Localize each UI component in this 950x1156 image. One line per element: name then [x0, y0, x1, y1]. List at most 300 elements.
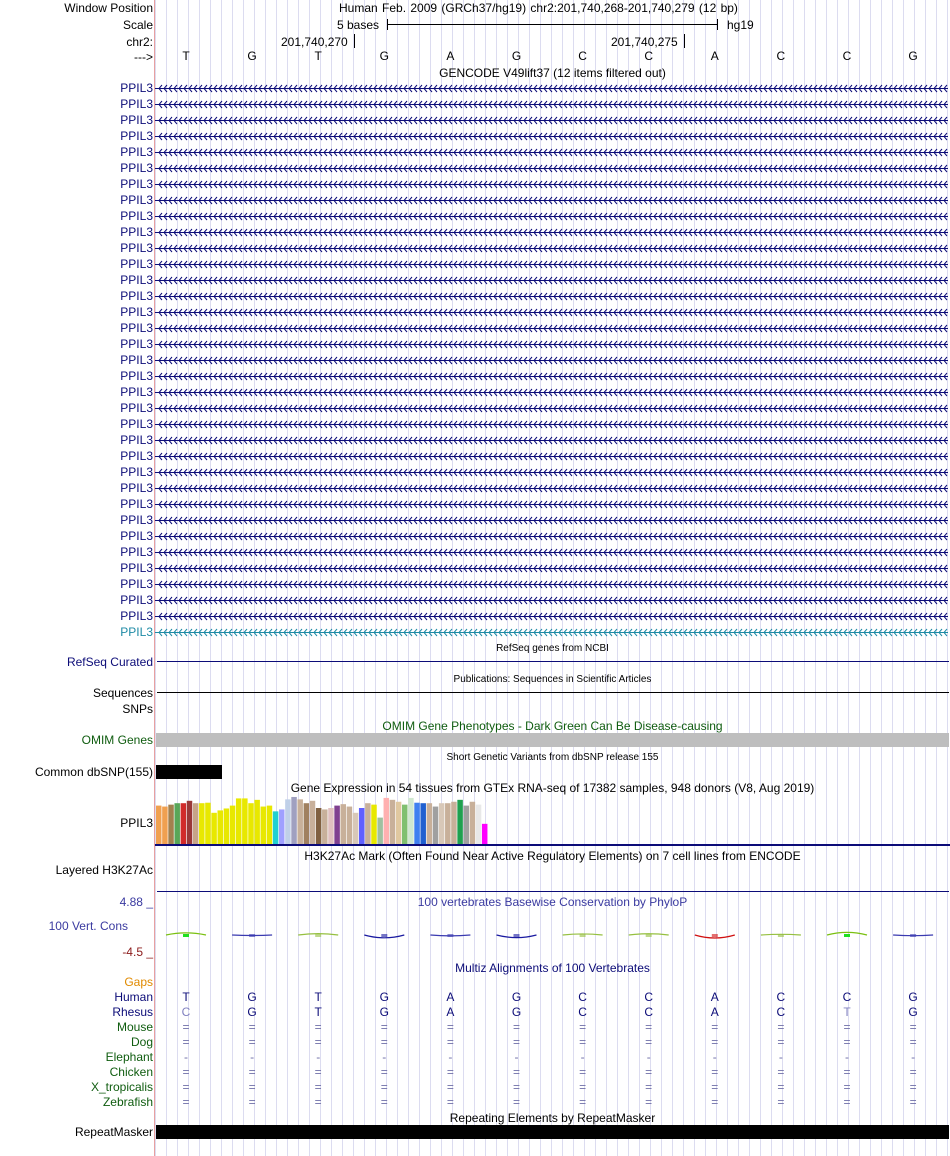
gtex-tissue-bar[interactable]: [261, 807, 267, 844]
gencode-gene-label[interactable]: PPIL3: [120, 337, 153, 351]
gtex-tissue-bar[interactable]: [193, 803, 199, 844]
publications-track-label[interactable]: Sequences: [92, 686, 153, 700]
refseq-track-label[interactable]: RefSeq Curated: [66, 655, 153, 669]
gtex-tissue-bar[interactable]: [205, 803, 211, 844]
repeatmasker-track-label[interactable]: RepeatMasker: [74, 1125, 153, 1139]
multiz-base: -: [514, 1050, 519, 1064]
phylop-score-tick: [778, 934, 784, 937]
gencode-gene-label[interactable]: PPIL3: [120, 417, 153, 431]
gencode-gene-label[interactable]: PPIL3: [120, 481, 153, 495]
multiz-base: =: [579, 1020, 587, 1034]
multiz-base: =: [909, 1065, 917, 1079]
multiz-base: G: [379, 1005, 389, 1019]
gencode-gene-label[interactable]: PPIL3: [120, 321, 153, 335]
multiz-base: =: [380, 1080, 388, 1094]
multiz-species-label[interactable]: Rhesus: [112, 1005, 153, 1019]
multiz-base: -: [382, 1050, 387, 1064]
multiz-base: =: [182, 1065, 190, 1079]
omim-feature-bar[interactable]: [156, 733, 949, 747]
multiz-base: =: [182, 1080, 190, 1094]
multiz-base: =: [909, 1035, 917, 1049]
gencode-transcript[interactable]: [155, 258, 948, 271]
gencode-gene-label[interactable]: PPIL3: [120, 353, 153, 367]
multiz-base: =: [645, 1020, 653, 1034]
gencode-transcript[interactable]: [155, 226, 948, 239]
gencode-transcript[interactable]: [155, 306, 948, 319]
gencode-gene-label[interactable]: PPIL3: [120, 545, 153, 559]
base-letter: A: [446, 49, 455, 63]
gencode-transcript[interactable]: [155, 370, 948, 383]
multiz-base: =: [248, 1065, 256, 1079]
multiz-base: =: [711, 1080, 719, 1094]
gtex-tissue-bar[interactable]: [402, 805, 408, 844]
gencode-transcript[interactable]: [155, 514, 948, 527]
multiz-base: =: [248, 1080, 256, 1094]
multiz-base: C: [181, 1005, 191, 1019]
h3k27ac-track-title: H3K27Ac Mark (Often Found Near Active Regulatory Elements) on 7 cell lines from ENCODE: [304, 849, 801, 863]
phylop-score-tick: [381, 934, 387, 937]
refseq-track-title: RefSeq genes from NCBI: [496, 643, 609, 654]
gtex-track-title: Gene Expression in 54 tissues from GTEx RNA-seq of 17382 samples, 948 donors (V8, Aug 2019): [290, 781, 815, 795]
gencode-gene-label[interactable]: PPIL3: [120, 225, 153, 239]
multiz-base: =: [645, 1080, 653, 1094]
window-position-label: Window Position: [64, 1, 153, 15]
multiz-base: =: [579, 1035, 587, 1049]
base-letter: C: [842, 49, 852, 63]
omim-track-title: OMIM Gene Phenotypes - Dark Green Can Be Disease-causing: [382, 719, 723, 733]
gencode-gene-label[interactable]: PPIL3: [120, 561, 153, 575]
gtex-tissue-bar[interactable]: [242, 798, 248, 844]
multiz-base: =: [711, 1020, 719, 1034]
gtex-tissue-bar[interactable]: [433, 807, 439, 844]
multiz-base: G: [247, 1005, 257, 1019]
multiz-base: C: [578, 990, 587, 1004]
multiz-base: =: [446, 1065, 454, 1079]
multiz-base: =: [843, 1080, 851, 1094]
multiz-base: =: [777, 1065, 785, 1079]
multiz-base: =: [711, 1095, 719, 1109]
repeatmasker-feature-bar[interactable]: [156, 1125, 949, 1139]
gencode-transcript[interactable]: [155, 626, 948, 639]
multiz-base: -: [250, 1050, 255, 1064]
gencode-transcript[interactable]: [155, 354, 948, 367]
gtex-tissue-bar[interactable]: [267, 806, 273, 844]
multiz-base: A: [710, 1005, 719, 1019]
multiz-base: =: [182, 1095, 190, 1109]
multiz-base: =: [512, 1080, 520, 1094]
multiz-base: =: [579, 1095, 587, 1109]
multiz-base: =: [314, 1035, 322, 1049]
multiz-base: A: [710, 990, 719, 1004]
multiz-base: -: [184, 1050, 188, 1064]
multiz-base: T: [843, 1005, 851, 1019]
multiz-base: -: [778, 1050, 783, 1064]
multiz-base: =: [380, 1035, 388, 1049]
gtex-tissue-bar[interactable]: [248, 803, 254, 844]
multiz-base: =: [843, 1065, 851, 1079]
multiz-base: -: [448, 1050, 453, 1064]
db-text: hg19: [727, 18, 754, 32]
gtex-tissue-bar[interactable]: [236, 798, 242, 844]
gtex-tissue-bar[interactable]: [310, 801, 316, 844]
gtex-tissue-bar[interactable]: [377, 818, 383, 844]
multiz-base: =: [512, 1020, 520, 1034]
multiz-base: =: [645, 1095, 653, 1109]
phylop-wiggle[interactable]: [155, 910, 950, 960]
multiz-species-label[interactable]: Elephant: [105, 1050, 153, 1064]
gencode-gene-label[interactable]: PPIL3: [120, 145, 153, 159]
multiz-base: -: [580, 1050, 585, 1064]
phylop-score-tick: [315, 934, 321, 937]
multiz-base: -: [646, 1050, 651, 1064]
gencode-transcript[interactable]: [155, 82, 948, 95]
scale-bar-left-tick: [387, 19, 388, 30]
multiz-base: =: [182, 1035, 190, 1049]
phylop-min-label: -4.5 _: [122, 945, 153, 959]
gencode-transcript[interactable]: [155, 322, 948, 335]
gtex-tissue-bar[interactable]: [359, 808, 365, 844]
multiz-base: C: [644, 990, 654, 1004]
multiz-base: C: [776, 1005, 786, 1019]
gencode-transcript[interactable]: [155, 386, 948, 399]
gencode-gene-label[interactable]: PPIL3: [120, 129, 153, 143]
gencode-gene-label[interactable]: PPIL3: [120, 497, 153, 511]
gencode-gene-label[interactable]: PPIL3: [120, 273, 153, 287]
gencode-gene-label[interactable]: PPIL3: [120, 193, 153, 207]
gencode-transcript[interactable]: [155, 114, 948, 127]
gencode-gene-label[interactable]: PPIL3: [120, 161, 153, 175]
gencode-gene-label[interactable]: PPIL3: [120, 113, 153, 127]
gtex-tissue-bar[interactable]: [273, 811, 279, 844]
multiz-species-sequence: [155, 1095, 950, 1109]
gencode-gene-label[interactable]: PPIL3: [120, 433, 153, 447]
gtex-tissue-bar[interactable]: [304, 803, 310, 844]
multiz-base: =: [446, 1020, 454, 1034]
multiz-species-sequence: [155, 1050, 950, 1064]
multiz-base: =: [909, 1080, 917, 1094]
h3k27ac-track-label[interactable]: Layered H3K27Ac: [55, 863, 153, 877]
gtex-tissue-bar[interactable]: [230, 806, 236, 844]
gencode-gene-label[interactable]: PPIL3: [120, 625, 153, 639]
gencode-transcript[interactable]: [155, 434, 948, 447]
multiz-base: =: [314, 1020, 322, 1034]
phylop-track-label[interactable]: 100 Vert. Cons: [48, 919, 128, 933]
multiz-base: G: [908, 1005, 918, 1019]
gtex-tissue-bar[interactable]: [224, 808, 230, 844]
base-letter: A: [710, 49, 719, 63]
phylop-score-tick: [712, 934, 718, 937]
base-letter: T: [314, 49, 322, 63]
strand-label: --->: [134, 50, 153, 64]
repeatmasker-track-title: Repeating Elements by RepeatMasker: [449, 1111, 656, 1125]
multiz-species-sequence: [155, 1080, 950, 1094]
gencode-transcript[interactable]: [155, 530, 948, 543]
multiz-base: C: [842, 990, 852, 1004]
gencode-transcript[interactable]: [155, 402, 948, 415]
gencode-transcript[interactable]: [155, 546, 948, 559]
multiz-base: T: [182, 990, 190, 1004]
multiz-base: =: [909, 1020, 917, 1034]
multiz-base: =: [777, 1095, 785, 1109]
multiz-base: =: [248, 1020, 256, 1034]
gencode-transcript[interactable]: [155, 290, 948, 303]
phylop-score-tick: [646, 934, 652, 937]
gencode-transcript[interactable]: [155, 194, 948, 207]
gencode-transcript[interactable]: [155, 450, 948, 463]
multiz-species-sequence: [155, 1035, 950, 1049]
phylop-score-tick: [514, 934, 520, 937]
gtex-tissue-bar[interactable]: [291, 797, 297, 844]
gencode-transcript[interactable]: [155, 594, 948, 607]
gencode-transcript[interactable]: [155, 274, 948, 287]
gencode-gene-label[interactable]: PPIL3: [120, 81, 153, 95]
gencode-transcript[interactable]: [155, 466, 948, 479]
dbsnp-track-title: Short Genetic Variants from dbSNP release 155: [446, 752, 659, 763]
gencode-transcript[interactable]: [155, 130, 948, 143]
multiz-species-label[interactable]: Human: [114, 990, 153, 1004]
gtex-tissue-bar[interactable]: [316, 808, 322, 844]
gtex-tissue-bar[interactable]: [218, 810, 224, 844]
multiz-base: G: [247, 990, 257, 1004]
scale-bar-right-tick: [717, 19, 718, 30]
gencode-gene-label[interactable]: PPIL3: [120, 401, 153, 415]
multiz-base: =: [314, 1080, 322, 1094]
base-letter: T: [182, 49, 190, 63]
gencode-gene-label[interactable]: PPIL3: [120, 465, 153, 479]
multiz-base: =: [248, 1095, 256, 1109]
gencode-transcript[interactable]: [155, 578, 948, 591]
multiz-species-label[interactable]: Zebrafish: [102, 1095, 153, 1109]
multiz-base: G: [908, 990, 918, 1004]
gencode-gene-label[interactable]: PPIL3: [120, 209, 153, 223]
coord-left: 201,740,270: [281, 35, 348, 49]
gtex-tissue-bar[interactable]: [279, 809, 285, 844]
gtex-tissue-bar[interactable]: [470, 802, 476, 844]
assembly-position-text: Human Feb. 2009 (GRCh37/hg19) chr2:201,740,268-201,740,279 (12 bp): [339, 1, 738, 15]
multiz-base: =: [446, 1095, 454, 1109]
gtex-tissue-bar[interactable]: [254, 800, 260, 844]
dbsnp-variant-block[interactable]: [156, 765, 222, 779]
gtex-tissue-bar[interactable]: [408, 798, 414, 844]
coord-left-tick: [354, 34, 355, 48]
gencode-gene-label[interactable]: PPIL3: [120, 97, 153, 111]
multiz-species-sequence: [155, 990, 950, 1004]
publications-track-title: Publications: Sequences in Scientific Articles: [453, 674, 652, 685]
gtex-tissue-bar[interactable]: [353, 813, 359, 844]
multiz-base: A: [446, 1005, 455, 1019]
gtex-tissue-bar[interactable]: [482, 824, 488, 844]
gtex-tissue-bar[interactable]: [297, 799, 303, 844]
multiz-base: =: [380, 1020, 388, 1034]
multiz-species-label[interactable]: Dog: [130, 1035, 153, 1049]
gencode-transcript[interactable]: [155, 338, 948, 351]
multiz-base: =: [380, 1065, 388, 1079]
multiz-base: =: [446, 1080, 454, 1094]
multiz-base: C: [776, 990, 786, 1004]
multiz-base: C: [644, 1005, 654, 1019]
gencode-transcript[interactable]: [155, 146, 948, 159]
gtex-tissue-bar[interactable]: [476, 805, 482, 844]
gtex-tissue-bar[interactable]: [414, 803, 420, 844]
base-sequence-row: [155, 49, 950, 63]
gtex-tissue-bar[interactable]: [168, 805, 174, 844]
gtex-tissue-bar[interactable]: [181, 803, 187, 844]
phylop-score-tick: [447, 934, 453, 937]
base-letter: G: [247, 49, 257, 63]
multiz-base: =: [314, 1095, 322, 1109]
phylop-score-tick: [249, 934, 255, 937]
omim-track-label[interactable]: OMIM Genes: [81, 733, 153, 747]
gencode-transcript[interactable]: [155, 610, 948, 623]
gtex-tissue-bar[interactable]: [457, 800, 463, 844]
multiz-base: =: [579, 1080, 587, 1094]
chrom-label: chr2:: [126, 35, 153, 49]
multiz-track-title: Multiz Alignments of 100 Vertebrates: [455, 961, 650, 975]
multiz-base: =: [843, 1035, 851, 1049]
publications-line[interactable]: [157, 692, 949, 693]
gencode-gene-label[interactable]: PPIL3: [120, 305, 153, 319]
gtex-tissue-bar[interactable]: [427, 803, 433, 844]
gencode-transcript[interactable]: [155, 482, 948, 495]
gencode-transcript[interactable]: [155, 562, 948, 575]
gtex-tissue-bar[interactable]: [439, 803, 445, 844]
multiz-species-label[interactable]: Gaps: [124, 975, 153, 989]
multiz-base: =: [182, 1020, 190, 1034]
gtex-tissue-bar[interactable]: [285, 799, 291, 844]
phylop-score-tick: [910, 934, 916, 937]
gtex-tissue-bar[interactable]: [371, 805, 377, 844]
gtex-tissue-bar[interactable]: [451, 802, 457, 844]
h3k27ac-baseline: [157, 891, 949, 892]
base-letter: G: [379, 49, 389, 63]
gencode-gene-label[interactable]: PPIL3: [120, 593, 153, 607]
multiz-base: =: [512, 1095, 520, 1109]
gencode-transcript[interactable]: [155, 178, 948, 191]
gencode-gene-label[interactable]: PPIL3: [120, 241, 153, 255]
gencode-gene-label[interactable]: PPIL3: [120, 369, 153, 383]
multiz-base: =: [843, 1095, 851, 1109]
gencode-gene-label[interactable]: PPIL3: [120, 513, 153, 527]
multiz-base: A: [446, 990, 455, 1004]
gtex-tissue-bar[interactable]: [384, 798, 390, 844]
base-letter: C: [776, 49, 786, 63]
gencode-gene-label[interactable]: PPIL3: [120, 257, 153, 271]
gencode-gene-label[interactable]: PPIL3: [120, 289, 153, 303]
multiz-base: -: [316, 1050, 321, 1064]
multiz-base: =: [512, 1065, 520, 1079]
phylop-score-tick: [844, 934, 850, 937]
gtex-tissue-bar[interactable]: [187, 801, 193, 844]
multiz-base: C: [578, 1005, 587, 1019]
gencode-track-title: GENCODE V49lift37 (12 items filtered out): [439, 66, 666, 80]
multiz-species-sequence: [155, 1005, 950, 1019]
multiz-base: =: [380, 1095, 388, 1109]
gtex-tissue-bar[interactable]: [347, 807, 353, 844]
gtex-tissue-bar[interactable]: [162, 807, 168, 844]
base-letter: G: [511, 49, 522, 63]
gtex-bar-chart[interactable]: [155, 796, 950, 848]
multiz-base: =: [711, 1065, 719, 1079]
gencode-gene-label[interactable]: PPIL3: [120, 177, 153, 191]
multiz-species-label[interactable]: X_tropicalis: [90, 1080, 153, 1094]
base-letter: C: [644, 49, 654, 63]
gencode-gene-label[interactable]: PPIL3: [120, 609, 153, 623]
multiz-species-sequence: [155, 1020, 950, 1034]
gtex-tissue-bar[interactable]: [464, 806, 470, 844]
multiz-base: =: [446, 1035, 454, 1049]
gtex-tissue-bar[interactable]: [390, 800, 396, 844]
refseq-gene-line[interactable]: [157, 661, 949, 662]
gencode-transcript[interactable]: [155, 98, 948, 111]
coord-right-tick: [684, 34, 685, 48]
phylop-max-label: 4.88 _: [119, 895, 153, 909]
gtex-tissue-bar[interactable]: [174, 803, 180, 844]
gtex-tissue-bar[interactable]: [322, 809, 328, 844]
multiz-base: =: [314, 1065, 322, 1079]
gencode-transcript[interactable]: [155, 242, 948, 255]
gtex-tissue-bar[interactable]: [334, 806, 340, 844]
gtex-tissue-bar[interactable]: [211, 813, 217, 844]
phylop-score-tick: [183, 934, 189, 937]
gtex-tissue-bar[interactable]: [156, 806, 162, 844]
gtex-tissue-bar[interactable]: [396, 802, 402, 844]
gtex-tissue-bar[interactable]: [328, 808, 334, 844]
multiz-base: =: [645, 1035, 653, 1049]
multiz-species-label[interactable]: Chicken: [109, 1065, 153, 1079]
multiz-species-label[interactable]: Mouse: [116, 1020, 153, 1034]
base-letter: C: [578, 49, 587, 63]
snps-label: SNPs: [122, 702, 153, 716]
multiz-base: -: [712, 1050, 717, 1064]
multiz-base: -: [845, 1050, 849, 1064]
multiz-base: =: [909, 1095, 917, 1109]
multiz-base: =: [248, 1035, 256, 1049]
multiz-base: G: [379, 990, 389, 1004]
base-letter: G: [908, 49, 918, 63]
multiz-base: =: [843, 1020, 851, 1034]
multiz-species-sequence: [155, 1065, 950, 1079]
phylop-track-title: 100 vertebrates Basewise Conservation by PhyloP: [417, 895, 688, 909]
gencode-transcript[interactable]: [155, 162, 948, 175]
gtex-tissue-bar[interactable]: [445, 803, 451, 844]
gencode-transcript[interactable]: [155, 210, 948, 223]
gencode-gene-label[interactable]: PPIL3: [120, 385, 153, 399]
phylop-score-tick: [580, 934, 586, 937]
multiz-base: =: [645, 1065, 653, 1079]
gtex-tissue-bar[interactable]: [199, 803, 205, 844]
gencode-gene-label[interactable]: PPIL3: [120, 529, 153, 543]
multiz-base: G: [511, 990, 522, 1004]
multiz-base: G: [511, 1005, 522, 1019]
multiz-base: =: [777, 1080, 785, 1094]
gencode-gene-label[interactable]: PPIL3: [120, 449, 153, 463]
gtex-tissue-bar[interactable]: [365, 803, 371, 844]
gtex-tissue-bar[interactable]: [420, 803, 426, 844]
multiz-base: T: [314, 1005, 322, 1019]
gencode-transcript[interactable]: [155, 418, 948, 431]
multiz-base: =: [512, 1035, 520, 1049]
gencode-transcript[interactable]: [155, 498, 948, 511]
multiz-base: -: [911, 1050, 916, 1064]
multiz-base: =: [711, 1035, 719, 1049]
multiz-base: T: [314, 990, 322, 1004]
dbsnp-track-label[interactable]: Common dbSNP(155): [34, 765, 153, 779]
scale-bar: [387, 24, 717, 25]
gtex-track-label[interactable]: PPIL3: [120, 816, 153, 830]
scale-text: 5 bases: [337, 18, 380, 32]
gtex-tissue-bar[interactable]: [341, 804, 347, 844]
gencode-gene-label[interactable]: PPIL3: [120, 577, 153, 591]
